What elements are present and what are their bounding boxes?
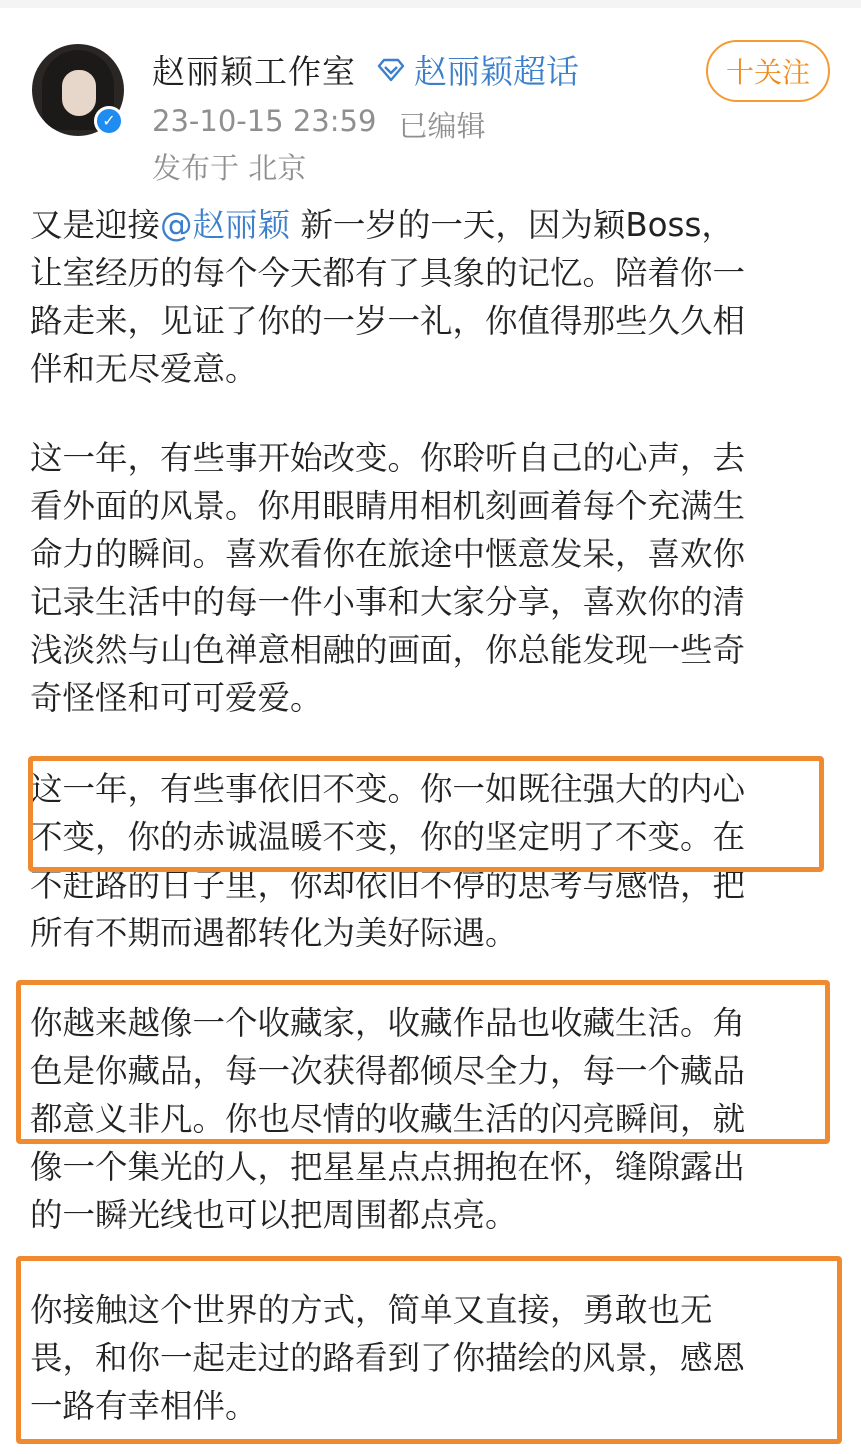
text-line: 命力的瞬间。喜欢看你在旅途中惬意发呆，喜欢你 xyxy=(30,535,746,573)
text-line: 色是你藏品，每一次获得都倾尽全力，每一个藏品 xyxy=(30,1052,746,1090)
verified-badge-icon: ✓ xyxy=(94,106,124,136)
text-line: 看外面的风景。你用眼睛用相机刻画着每个充满生 xyxy=(30,487,746,525)
text-line: 都意义非凡。你也尽情的收藏生活的闪亮瞬间，就 xyxy=(30,1100,746,1138)
text-line: 你越来越像一个收藏家，收藏作品也收藏生活。角 xyxy=(30,1004,746,1042)
post-meta xyxy=(152,104,485,145)
post-timestamp: 23-10-15 23:59 xyxy=(152,104,377,138)
paragraph-1 xyxy=(30,201,830,393)
text-line: 伴和无尽爱意。 xyxy=(30,350,258,388)
text-line: 你接触这个世界的方式，简单又直接，勇敢也无 xyxy=(30,1291,713,1329)
follow-button[interactable]: 十关注 xyxy=(706,40,830,102)
text-line: 所有不期而遇都转化为美好际遇。 xyxy=(30,914,518,952)
avatar-face xyxy=(62,70,96,116)
text-line: 这一年，有些事依旧不变。你一如既往强大的内心 xyxy=(30,770,746,808)
highlight-box xyxy=(28,756,824,872)
text-line: 又是迎接@赵丽颖 新一岁的一天，因为颖Boss， xyxy=(30,206,734,244)
text-line: 的一瞬光线也可以把周围都点亮。 xyxy=(30,1196,518,1234)
text-line: 记录生活中的每一件小事和大家分享，喜欢你的清 xyxy=(30,583,746,621)
text-line: 像一个集光的人，把星星点点拥抱在怀，缝隙露出 xyxy=(30,1148,746,1186)
post-location: 发布于 北京 xyxy=(152,151,307,185)
text-line: 路走来，见证了你的一岁一礼，你值得那些久久相 xyxy=(30,302,746,340)
supertopic-label: 赵丽颖超话 xyxy=(414,52,579,91)
text-line: 浅淡然与山色禅意相融的画面，你总能发现一些奇 xyxy=(30,631,746,669)
text-line: 奇怪怪和可可爱爱。 xyxy=(30,679,323,717)
mention-link[interactable]: @赵丽颖 xyxy=(160,206,291,244)
supertopic-link[interactable] xyxy=(376,46,579,93)
text-line: 一路有幸相伴。 xyxy=(30,1387,258,1425)
text-line: 这一年，有些事开始改变。你聆听自己的心声，去 xyxy=(30,439,746,477)
text-line: 不变，你的赤诚温暖不变，你的坚定明了不变。在 xyxy=(30,818,746,856)
text-line: 让室经历的每个今天都有了具象的记忆。陪着你一 xyxy=(30,254,746,292)
author-name[interactable]: 赵丽颖工作室 xyxy=(152,52,356,91)
top-divider xyxy=(0,0,861,8)
edited-label: 已编辑 xyxy=(398,109,486,143)
highlight-box xyxy=(16,980,830,1144)
paragraph-2 xyxy=(30,434,830,722)
text-line: 畏，和你一起走过的路看到了你描绘的风景，感恩 xyxy=(30,1339,746,1377)
supertopic-diamond-icon xyxy=(376,58,406,82)
highlight-box xyxy=(16,1256,842,1444)
text-line: 不赶路的日子里，你却依旧不停的思考与感悟，把 xyxy=(30,866,746,904)
